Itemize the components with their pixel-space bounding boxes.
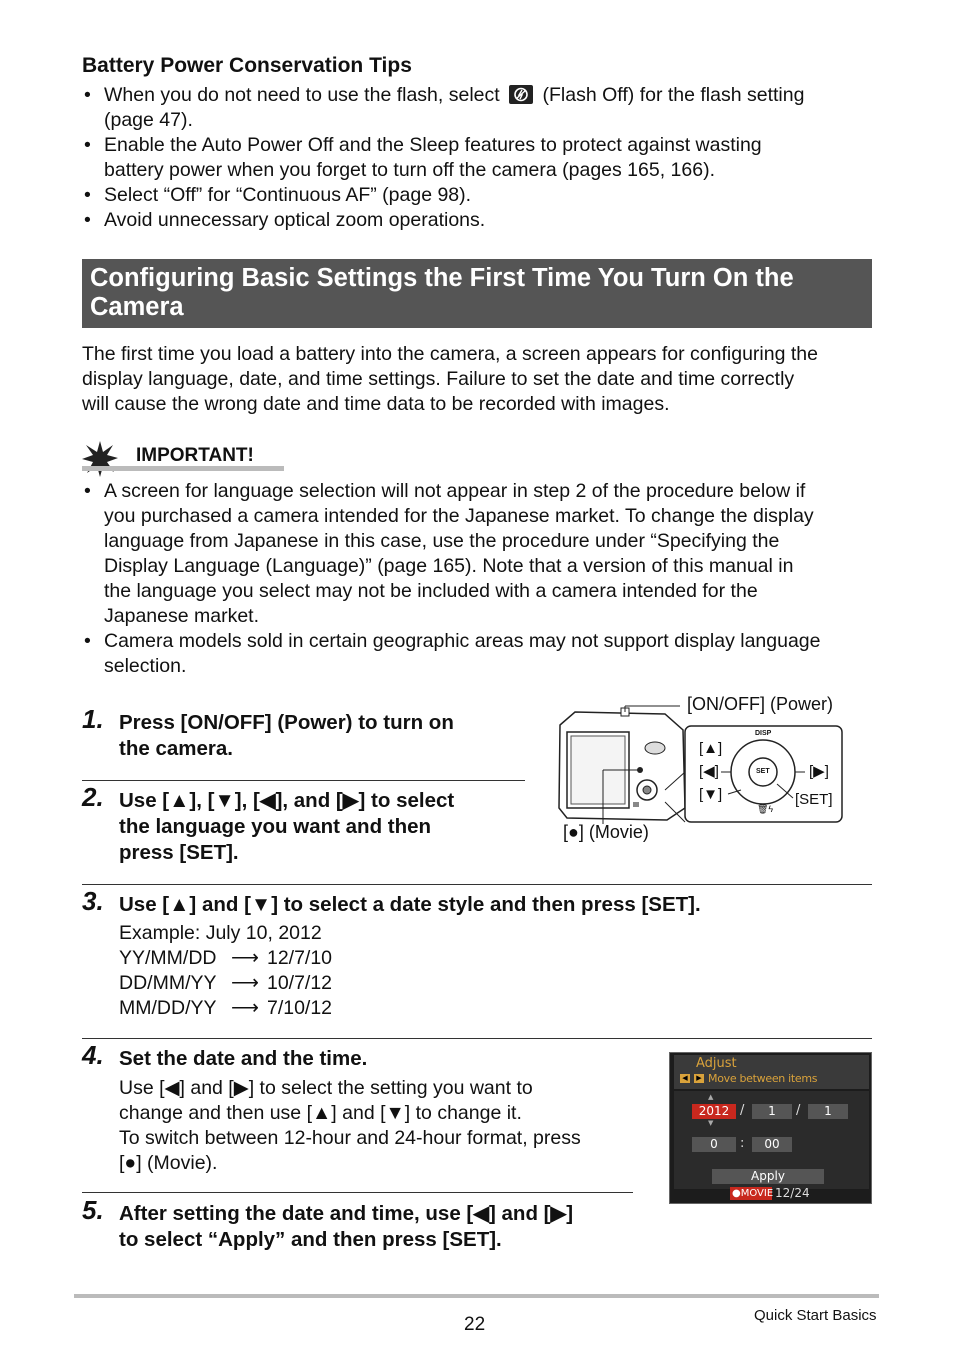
date-style-examples: Example: July 10, 2012 YY/MM/DD ⟶ 12/7/10 DD/MM/YY ⟶ 10/7/12 MM/DD/YY ⟶ 7/10/12: [119, 922, 333, 1019]
step-number: 4.: [82, 1040, 104, 1070]
movie-button-label: [●] (Movie): [563, 822, 649, 842]
step-number: 2.: [82, 782, 104, 812]
list-item: • Avoid unnecessary optical zoom operations.: [82, 208, 872, 233]
intro-paragraph: The first time you load a battery into the camera, a screen appears for configuring the display language, date, and time settings. Failure to set the date and time correctly will cause the wrong date and time data to be recorded with images.: [82, 343, 818, 415]
arrow-right-icon: ⟶: [231, 947, 259, 969]
date-format-row: YY/MM/DD ⟶ 12/7/10: [119, 947, 333, 969]
important-label: IMPORTANT!: [136, 445, 254, 466]
list-item: • Camera models sold in certain geographic areas may not support display language selection.: [82, 629, 872, 679]
format-toggle-label: 12/24: [775, 1186, 810, 1200]
list-item: • Select “Off” for “Continuous AF” (page 98).: [82, 183, 872, 208]
month-field[interactable]: 1: [752, 1104, 792, 1119]
down-label: [▼]: [699, 786, 723, 803]
movie-key-badge: ●MOVIE: [732, 1188, 774, 1199]
minute-field[interactable]: 00: [752, 1137, 792, 1152]
step-body: Use [◀] and [▶] to select the setting you want to change and then use [▲] and [▼] to change it. To switch between 12-hour and 24-hour format, press [●] (Movie).: [119, 1077, 581, 1174]
list-item: • When you do not need to use the flash, select (Flash Off) for the flash setting (page 47).: [82, 83, 872, 133]
step-title: After setting the date and time, use [◀] and [▶] to select “Apply” and then press [SET].: [119, 1202, 574, 1251]
section-banner: Configuring Basic Settings the First Time You Turn On the Camera: [82, 259, 872, 328]
flash-off-icon: [509, 85, 533, 104]
up-arrow-icon: ▲: [708, 1093, 714, 1101]
arrow-right-icon: ⟶: [231, 972, 259, 994]
year-field[interactable]: 2012: [692, 1104, 736, 1119]
step-title: Use [▲] and [▼] to select a date style and then press [SET].: [119, 893, 701, 916]
step-divider: [82, 1038, 872, 1039]
date-format-row: MM/DD/YY ⟶ 7/10/12: [119, 997, 333, 1019]
trash-flash-icon: 🗑ϟ: [757, 804, 774, 814]
set-label: [SET]: [795, 791, 833, 808]
date-separator: /: [796, 1103, 801, 1118]
important-list: [82, 479, 872, 679]
set-button-mark: SET: [756, 768, 770, 775]
disp-mark: DISP: [755, 730, 772, 737]
step-title: Set the date and the time.: [119, 1047, 368, 1070]
step-number: 5.: [82, 1195, 104, 1225]
important-burst-icon: [82, 441, 118, 477]
step-divider: [82, 1192, 633, 1193]
page-number: 22: [464, 1314, 486, 1335]
left-key-icon: ◀: [680, 1074, 690, 1083]
step-number: 1.: [82, 704, 104, 734]
tips-list: [82, 83, 872, 233]
day-field[interactable]: 1: [808, 1104, 848, 1119]
step-title: Use [▲], [▼], [◀], and [▶] to select the language you want and then press [SET].: [119, 789, 455, 864]
list-item: • A screen for language selection will not appear in step 2 of the procedure below if you purchased a camera intended for the Japanese market. To change the display language from Japanese in this case, use the procedure under “Specifying the Display Language (Language)” (page 165). Note that a version of this manual in the language you select may not be included with a camera intended for the Japanese market.: [82, 479, 872, 629]
adjust-screen: [669, 1052, 872, 1204]
up-label: [▲]: [699, 740, 723, 757]
power-button-label: [ON/OFF] (Power): [687, 694, 834, 714]
step-title: Press [ON/OFF] (Power) to turn on the camera.: [119, 711, 454, 760]
step-divider: [82, 884, 872, 885]
date-format-row: DD/MM/YY ⟶ 10/7/12: [119, 972, 333, 994]
adjust-hint: Move between items: [708, 1072, 818, 1085]
arrow-right-icon: ⟶: [231, 997, 259, 1019]
right-label: [▶]: [809, 763, 829, 780]
step-divider: [82, 780, 525, 781]
list-item: • Enable the Auto Power Off and the Sleep features to protect against wasting battery power when you forget to turn off the camera (pages 165, 166).: [82, 133, 872, 183]
camera-diagram: [555, 690, 875, 850]
left-label: [◀]: [699, 763, 719, 780]
hour-field[interactable]: 0: [692, 1137, 736, 1152]
date-separator: /: [740, 1103, 745, 1118]
time-separator: :: [740, 1136, 745, 1151]
right-key-icon: ▶: [694, 1074, 704, 1083]
adjust-title: Adjust: [696, 1056, 737, 1071]
tips-heading: Battery Power Conservation Tips: [82, 54, 412, 77]
step-number: 3.: [82, 886, 104, 916]
down-arrow-icon: ▼: [708, 1119, 714, 1127]
apply-button[interactable]: Apply: [712, 1169, 824, 1184]
footer-rule: [74, 1294, 879, 1298]
section-name: Quick Start Basics: [754, 1307, 877, 1324]
